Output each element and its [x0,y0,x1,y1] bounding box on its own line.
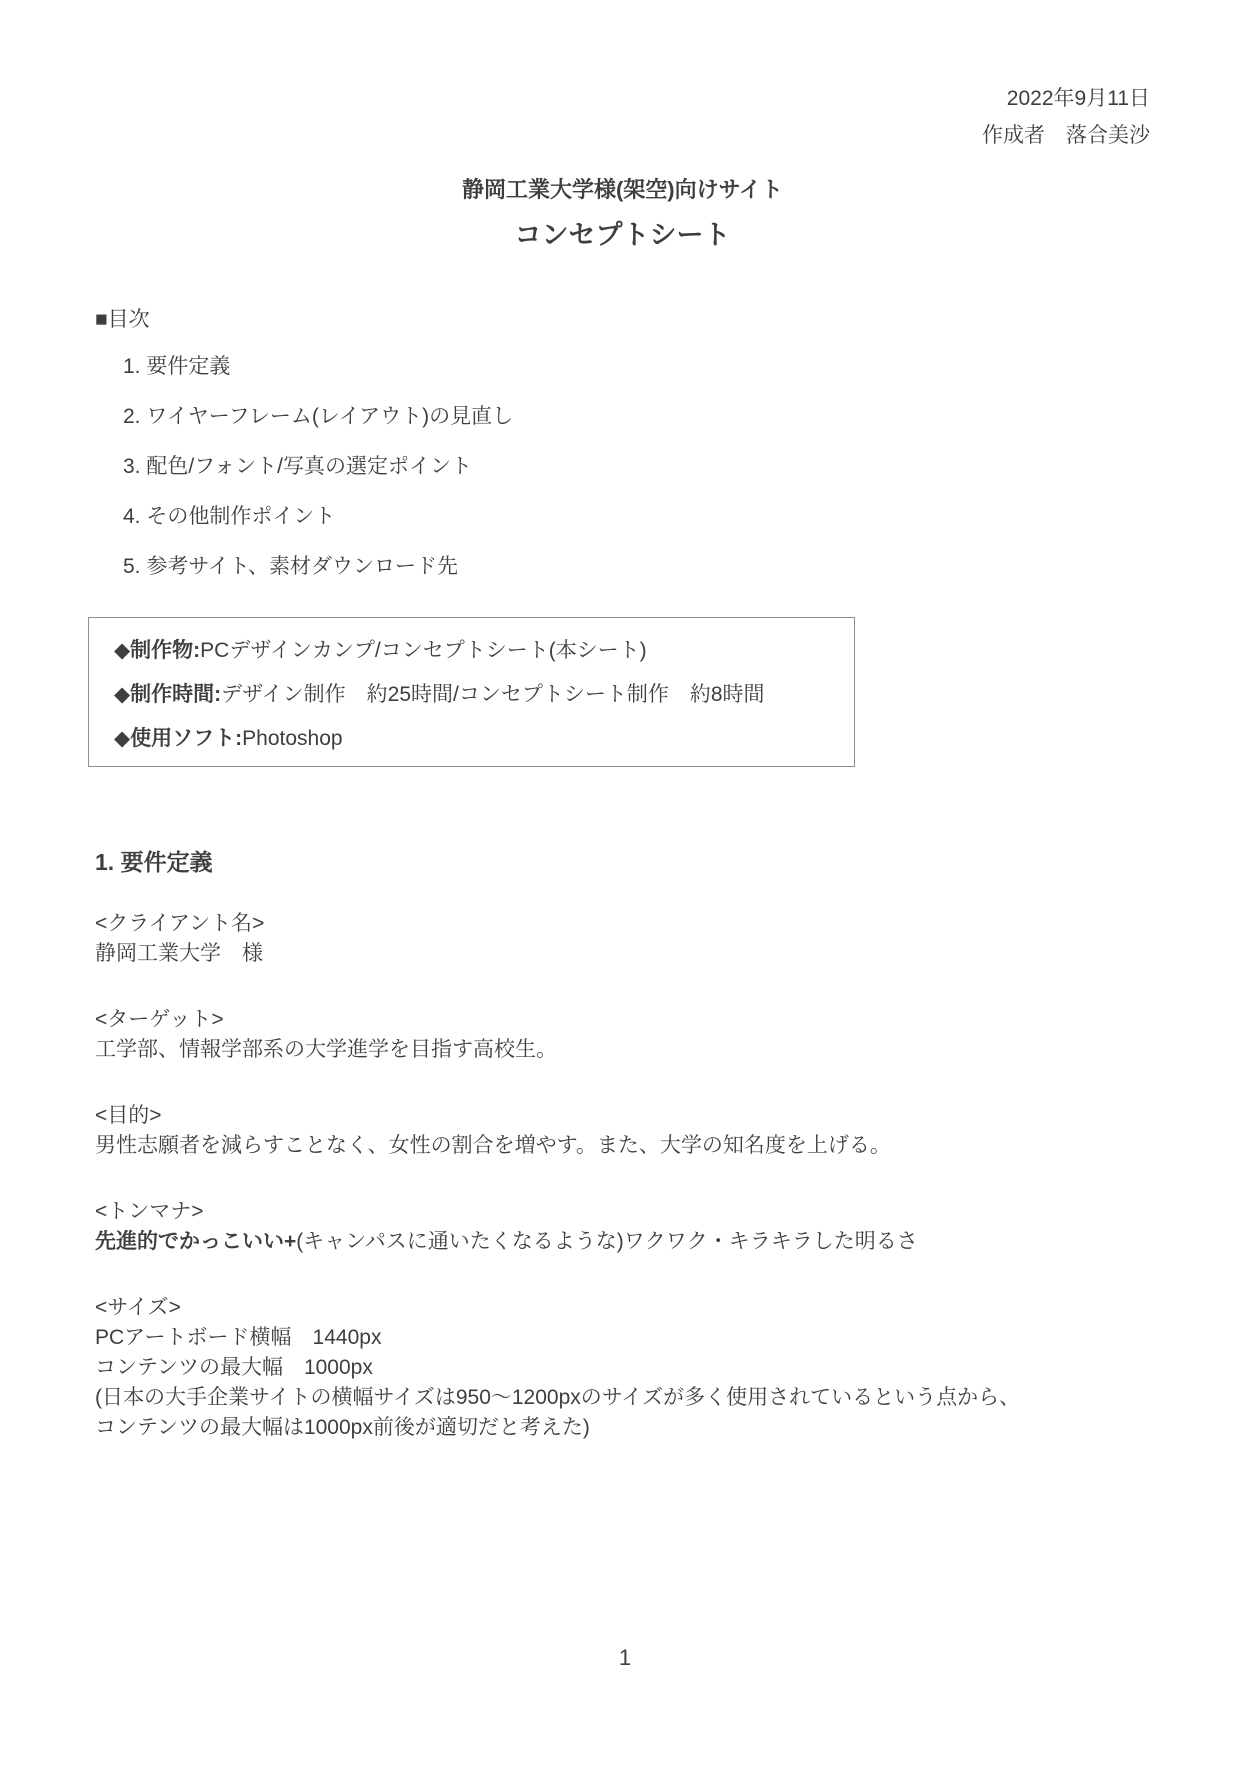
document-meta [95,0,1150,154]
document-date: 2022年9月11日 [1006,87,1150,110]
block-client-name [95,909,1150,969]
block-client-name-text: 静岡工業大学 様 [95,942,263,965]
document-title: コンセプトシート [514,220,731,250]
title-block [95,175,1150,255]
document-subtitle: 静岡工業大学様(架空)向けサイト [461,177,784,202]
info-row-software [114,724,829,754]
block-tone-and-manner-text [95,1227,1150,1257]
block-purpose-text: 男性志願者を減らすことなく、女性の割合を増やす。また、大学の知名度を上げる。 [95,1134,891,1157]
section-1-heading: 1. 要件定義 [95,849,213,875]
toc-item-2: 2. ワイヤーフレーム(レイアウト)の見直し [123,405,514,428]
info-row-deliverable [114,636,829,666]
block-target [95,1005,1150,1065]
block-size-line-content-width: コンテンツの最大幅 1000px [95,1356,373,1379]
page-number: 1 [618,1645,632,1670]
block-client-name-label: <クライアント名> [95,912,265,935]
production-info-box [88,617,855,767]
info-row-time [114,680,829,710]
info-value-time: デザイン制作 約25時間/コンセプトシート制作 約8時間 [221,683,765,706]
block-size-line-artboard: PCアートボード横幅 1440px [95,1326,382,1349]
block-target-text: 工学部、情報学部系の大学進学を目指す高校生。 [95,1038,557,1061]
toc-item-5: 5. 参考サイト、素材ダウンロード先 [123,555,458,578]
table-of-contents [95,305,1150,580]
toc-item-3: 3. 配色/フォント/写真の選定ポイント [123,455,472,478]
block-tone-and-manner-label: <トンマナ> [95,1200,204,1223]
section-1-body [95,909,1150,1443]
info-value-deliverable: PCデザインカンプ/コンセプトシート(本シート) [200,639,647,662]
toc-heading: ■目次 [95,308,150,331]
info-label-deliverable: ◆制作物: [114,639,201,662]
toc-item-1: 1. 要件定義 [123,355,231,378]
tone-bold-lead: 先進的でかっこいい+ [95,1230,297,1253]
block-target-label: <ターゲット> [95,1008,224,1031]
block-tone-and-manner [95,1197,1150,1257]
info-label-time: ◆制作時間: [114,683,222,706]
document-author: 作成者 落合美沙 [982,124,1150,147]
block-purpose [95,1101,1150,1161]
block-size-line-note-1: (日本の大手企業サイトの横幅サイズは950〜1200pxのサイズが多く使用されているという点から、 [95,1386,1021,1409]
info-label-software: ◆使用ソフト: [114,727,243,750]
block-size-label: <サイズ> [95,1296,181,1319]
tone-rest: (キャンパスに通いたくなるような)ワクワク・キラキラした明るさ [296,1230,918,1253]
block-purpose-label: <目的> [95,1104,162,1127]
info-value-software: Photoshop [242,727,343,750]
block-size-line-note-2: コンテンツの最大幅は1000px前後が適切だと考えた) [95,1416,590,1439]
toc-item-4: 4. その他制作ポイント [123,505,336,528]
block-size [95,1293,1150,1443]
toc-list [95,353,1150,580]
